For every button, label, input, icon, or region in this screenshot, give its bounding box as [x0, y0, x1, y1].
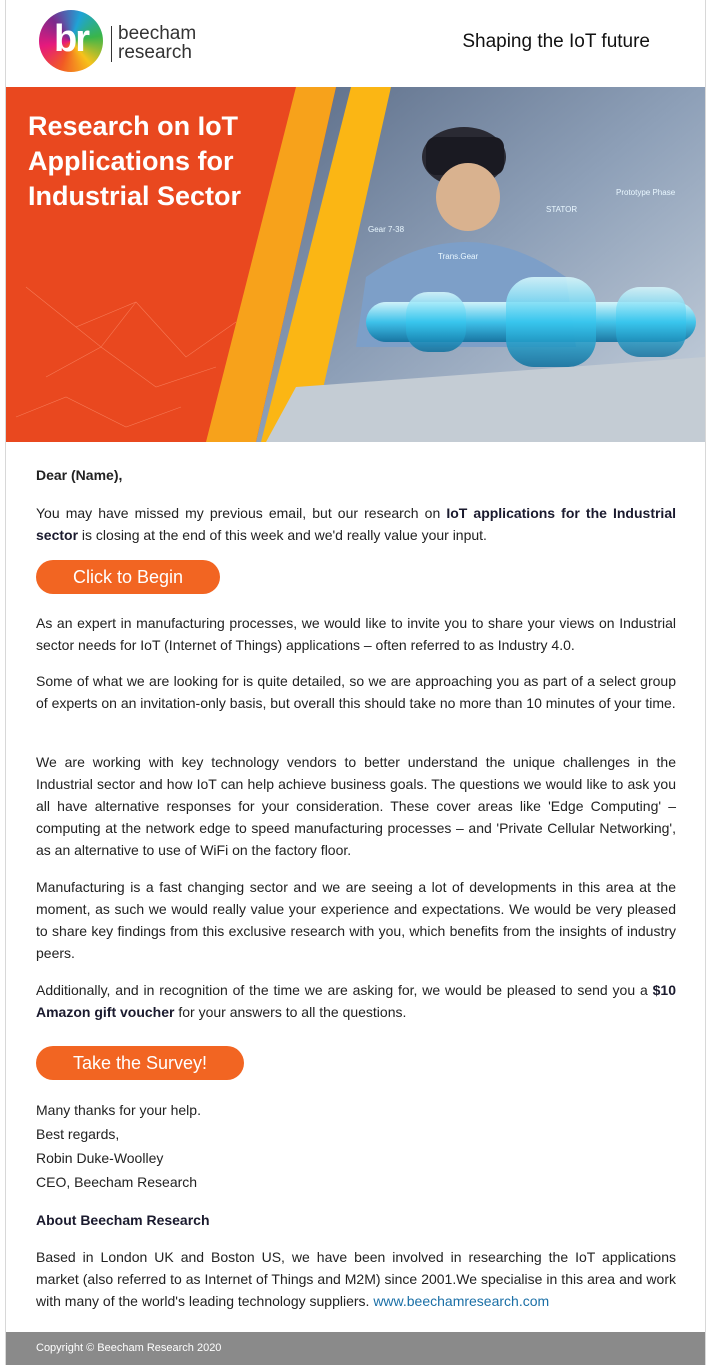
paragraph-details: Some of what we are looking for is quite detailed, so we are approaching you as part of a select group of experts on an invitation-only basis, but overall this should take no more than 10 minutes of your time.: [36, 673, 676, 711]
greeting: Dear (Name),: [36, 467, 123, 483]
about-text: Based in London UK and Boston US, we have been involved in researching the IoT applications market (also referred to as Internet of Things and M2M) since 2001.We specialise in this area and work with many of the world's leading technology suppliers.: [36, 1249, 676, 1309]
logo-mark-text: br: [54, 18, 88, 60]
email-header: [6, 0, 705, 87]
signoff-thanks: Many thanks for your help.: [36, 1102, 201, 1118]
voucher-text-end: for your answers to all the questions.: [174, 1004, 407, 1020]
intro-bold: IoT applications for the Industrial sector: [36, 505, 676, 543]
overlay-label-trans: Trans.Gear: [438, 252, 479, 261]
beecham-logo[interactable]: [39, 10, 214, 72]
logo-wordmark: [118, 24, 196, 62]
voucher-text-start: Additionally, and in recognition of the time we are asking for, we would be pleased to send you a: [36, 982, 653, 998]
hero-title: Research on IoT Applications for Industrial Sector: [28, 111, 242, 211]
overlay-label-gear: Gear 7-38: [368, 225, 405, 234]
take-survey-button[interactable]: Take the Survey!: [36, 1046, 244, 1080]
about-paragraph: [36, 1246, 676, 1312]
logo-divider: [111, 26, 112, 62]
overlay-label-stator: STATOR: [546, 205, 578, 214]
hero-banner: [6, 87, 705, 442]
signoff-name: Robin Duke-Woolley: [36, 1150, 164, 1166]
email-footer: [6, 1332, 705, 1365]
about-heading: About Beecham Research: [36, 1212, 210, 1228]
intro-paragraph: [36, 502, 676, 546]
logo-mark-icon: [39, 10, 103, 72]
paragraph-voucher: [36, 979, 676, 1023]
header-tagline: Shaping the IoT future: [462, 31, 650, 52]
intro-text-start: You may have missed my previous email, but our research on: [36, 505, 447, 521]
click-to-begin-button[interactable]: Click to Begin: [36, 560, 220, 594]
overlay-label-prototype: Prototype Phase: [616, 188, 676, 197]
voucher-bold: $10 Amazon gift voucher: [36, 982, 676, 1020]
website-link[interactable]: www.beechamresearch.com: [373, 1293, 550, 1309]
intro-text-end: is closing at the end of this week and we'd really value your input.: [78, 527, 487, 543]
logo-line-2: research: [118, 42, 192, 63]
paragraph-manufacturing: Manufacturing is a fast changing sector and we are seeing a lot of developments in this area at the moment, as such we would really value your experience and expectations. We would be very pleased to share key findings from this exclusive research with you, which benefits from the insights of industry peers.: [36, 879, 676, 961]
email-frame: [5, 0, 706, 1365]
paragraph-vendors: We are working with key technology vendors to better understand the unique challenges in the Industrial sector and how IoT can help achieve business goals. The questions we would like to ask you all have alternative responses for your consideration. These cover areas like 'Edge Computing' – computing at the network edge to speed manufacturing processes – and 'Private Cellular Networking', as an alternative to use of WiFi on the factory floor.: [36, 754, 676, 858]
signoff-title: CEO, Beecham Research: [36, 1174, 198, 1190]
logo-line-1: beecham: [118, 23, 197, 44]
signoff-regards: Best regards,: [36, 1126, 120, 1142]
copyright-text: Copyright © Beecham Research 2020: [36, 1342, 222, 1354]
paragraph-expert: As an expert in manufacturing processes, we would like to invite you to share your views on Industrial sector needs for IoT (Internet of Things) applications – often referred to as Industry 4.0.: [36, 615, 676, 653]
